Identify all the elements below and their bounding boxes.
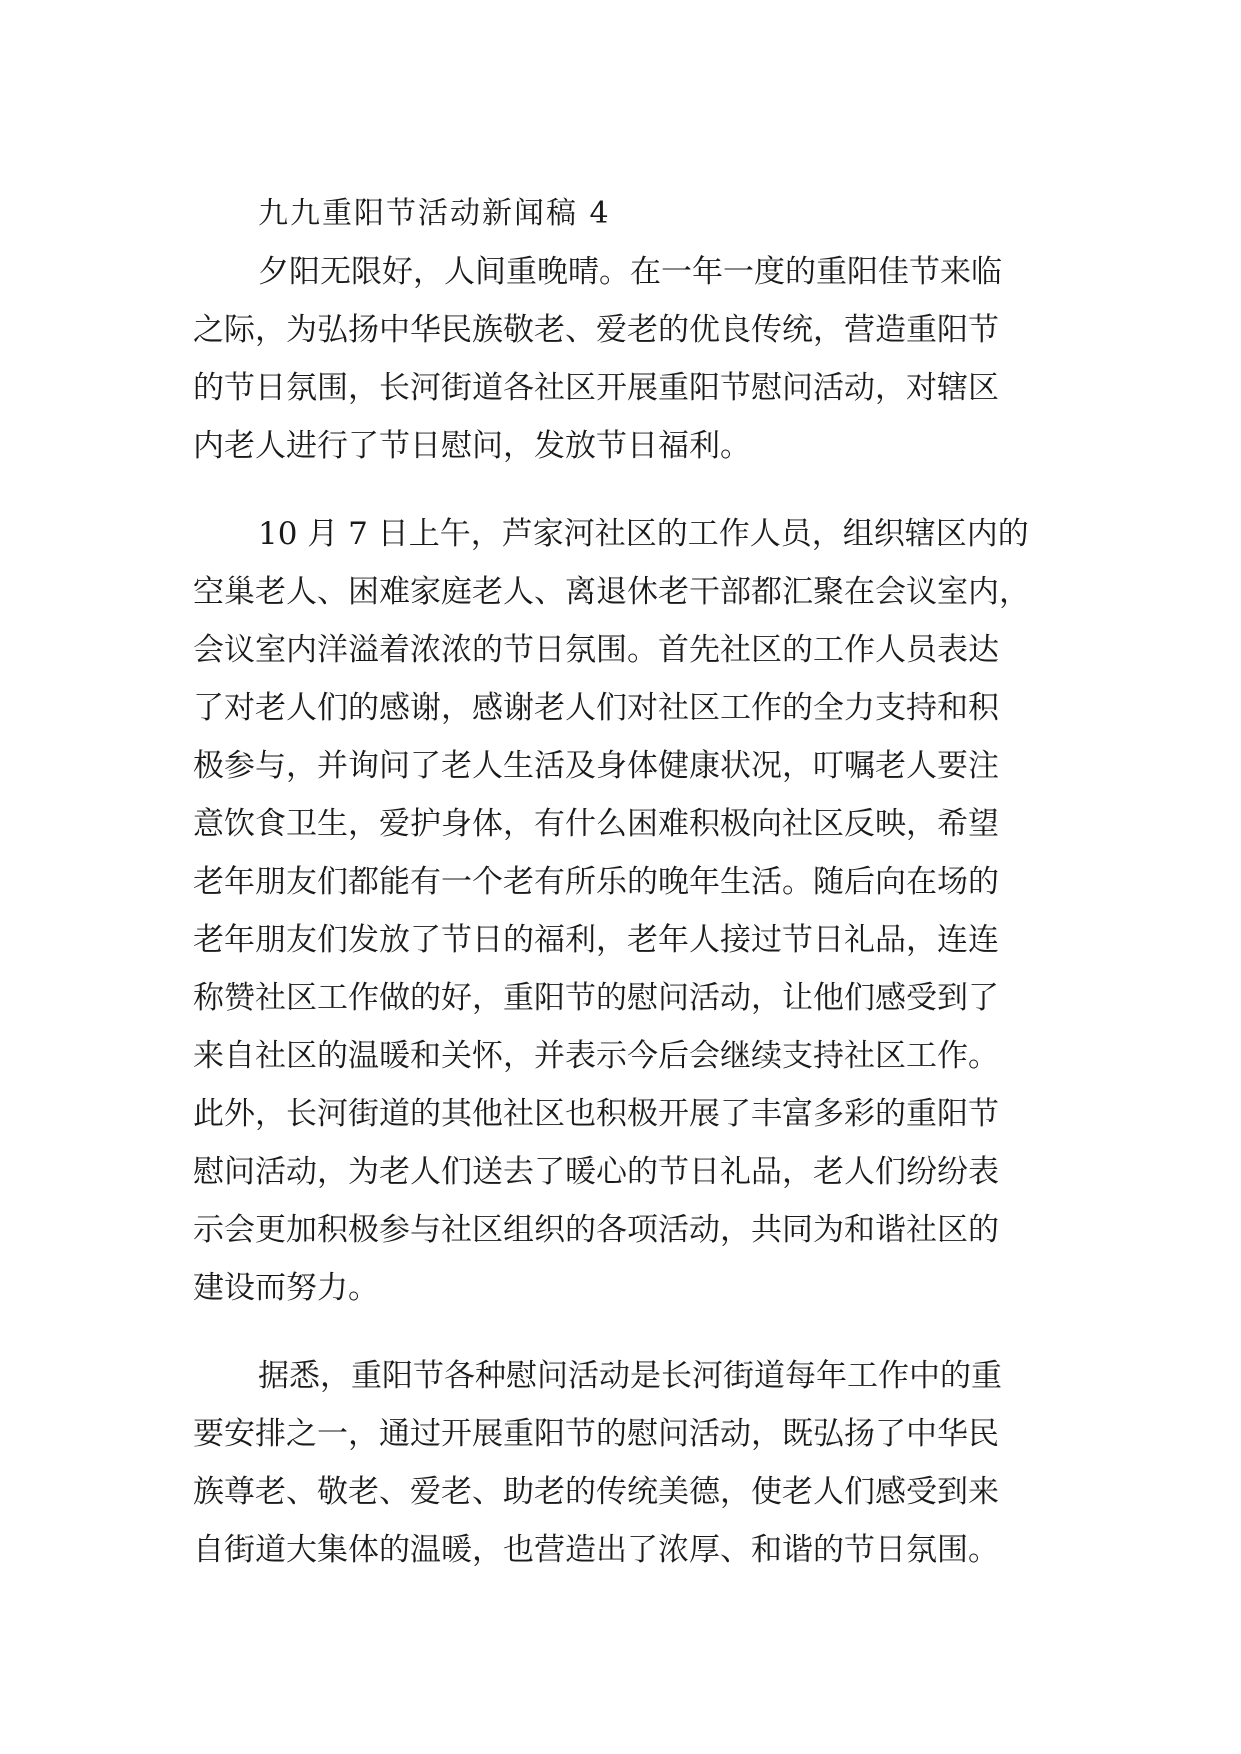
- paragraph-1-line-3: 的节日氛围，长河街道各社区开展重阳节慰问活动，对辖区: [193, 370, 999, 406]
- paragraph-2-line-9: 称赞社区工作做的好，重阳节的慰问活动，让他们感受到了: [193, 980, 999, 1016]
- paragraph-2-line-5: 极参与，并询问了老人生活及身体健康状况，叮嘱老人要注: [193, 748, 999, 784]
- paragraph-3-line-4: 自街道大集体的温暖，也营造出了浓厚、和谐的节日氛围。: [193, 1532, 999, 1568]
- paragraph-1-line-1: 夕阳无限好，人间重晚晴。在一年一度的重阳佳节来临: [258, 254, 1002, 290]
- paragraph-2-line-12: 慰问活动，为老人们送去了暖心的节日礼品，老人们纷纷表: [193, 1154, 999, 1190]
- document-title: 九九重阳节活动新闻稿 4: [258, 196, 611, 231]
- paragraph-2-line-6: 意饮食卫生，爱护身体，有什么困难积极向社区反映，希望: [193, 806, 999, 842]
- paragraph-3-line-3: 族尊老、敬老、爱老、助老的传统美德，使老人们感受到来: [193, 1474, 999, 1510]
- paragraph-2-line-4: 了对老人们的感谢，感谢老人们对社区工作的全力支持和积: [193, 690, 999, 726]
- paragraph-2-line-1: 10 月 7 日上午，芦家河社区的工作人员，组织辖区内的: [258, 516, 1029, 552]
- paragraph-2-line-10: 来自社区的温暖和关怀，并表示今后会继续支持社区工作。: [193, 1038, 999, 1074]
- paragraph-3-line-1: 据悉，重阳节各种慰问活动是长河街道每年工作中的重: [258, 1358, 1002, 1394]
- paragraph-3-line-2: 要安排之一，通过开展重阳节的慰问活动，既弘扬了中华民: [193, 1416, 999, 1452]
- paragraph-1-line-2: 之际，为弘扬中华民族敬老、爱老的优良传统，营造重阳节: [193, 312, 999, 348]
- paragraph-2-line-8: 老年朋友们发放了节日的福利，老年人接过节日礼品，连连: [193, 922, 999, 958]
- paragraph-2-line-13: 示会更加积极参与社区组织的各项活动，共同为和谐社区的: [193, 1212, 999, 1248]
- paragraph-2-line-3: 会议室内洋溢着浓浓的节日氛围。首先社区的工作人员表达: [193, 632, 999, 668]
- paragraph-2-line-14: 建设而努力。: [193, 1270, 379, 1306]
- paragraph-1-line-4: 内老人进行了节日慰问，发放节日福利。: [193, 428, 751, 464]
- paragraph-2-line-11: 此外，长河街道的其他社区也积极开展了丰富多彩的重阳节: [193, 1096, 999, 1132]
- paragraph-2-line-2: 空巢老人、困难家庭老人、离退休老干部都汇聚在会议室内，: [193, 574, 1030, 610]
- paragraph-2-line-7: 老年朋友们都能有一个老有所乐的晚年生活。随后向在场的: [193, 864, 999, 900]
